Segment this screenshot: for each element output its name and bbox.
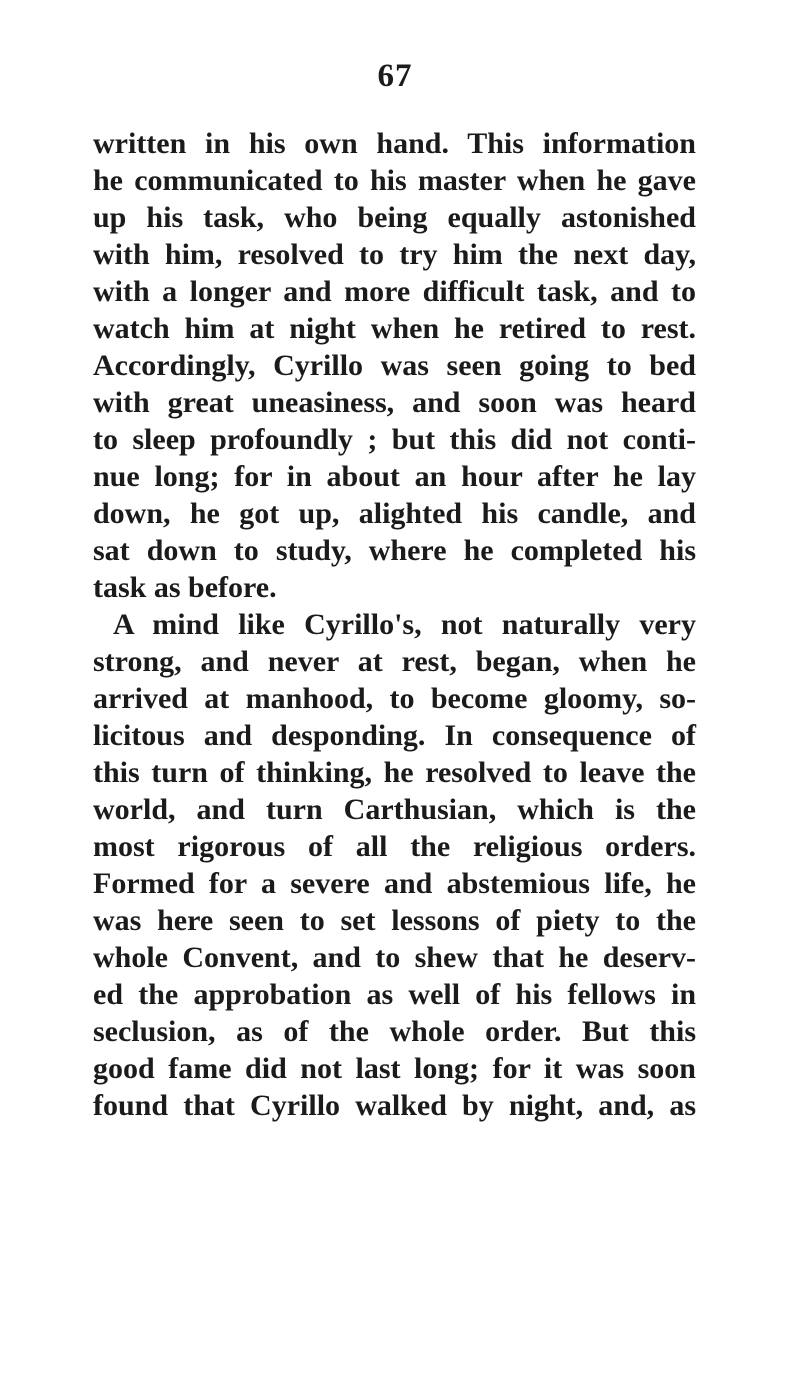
text-line: Formed for a severe and abstemious life, he — [93, 867, 696, 900]
text-line: A mind like Cyrillo's, not naturally very — [113, 608, 696, 641]
text-line: with great uneasiness, and soon was heard — [93, 386, 696, 419]
text-line: this turn of thinking, he resolved to leave the — [93, 756, 696, 789]
page-number: 67 — [377, 58, 413, 94]
text-line: he communicated to his master when he gave — [93, 164, 696, 197]
text-line: with him, resolved to try him the next day, — [93, 238, 696, 271]
text-line: sat down to study, where he completed his — [93, 534, 696, 567]
body-text — [93, 125, 696, 1124]
text-line: ed the approbation as well of his fellows in — [93, 978, 696, 1011]
text-line: most rigorous of all the religious orders. — [93, 830, 696, 863]
text-line: to sleep profoundly ; but this did not conti- — [93, 423, 696, 456]
text-line: whole Convent, and to shew that he deserv- — [93, 941, 696, 974]
text-line: task as before. — [93, 571, 277, 604]
text-line: was here seen to set lessons of piety to the — [93, 904, 696, 937]
text-line: watch him at night when he retired to rest. — [93, 312, 696, 345]
text-line: with a longer and more difficult task, and to — [93, 275, 696, 308]
text-line: Accordingly, Cyrillo was seen going to bed — [93, 349, 696, 382]
text-line: licitous and desponding. In consequence of — [93, 719, 696, 752]
text-line: strong, and never at rest, began, when he — [93, 645, 696, 678]
text-line: seclusion, as of the whole order. But this — [93, 1015, 696, 1048]
text-line: found that Cyrillo walked by night, and, as — [93, 1089, 696, 1122]
text-line: down, he got up, alighted his candle, and — [93, 497, 696, 530]
text-line: world, and turn Carthusian, which is the — [93, 793, 696, 826]
text-line: arrived at manhood, to become gloomy, so- — [93, 682, 696, 715]
text-line: good fame did not last long; for it was soon — [93, 1052, 696, 1085]
text-line: up his task, who being equally astonished — [93, 201, 696, 234]
text-line: written in his own hand. This information — [93, 127, 696, 160]
text-line: nue long; for in about an hour after he lay — [93, 460, 696, 493]
